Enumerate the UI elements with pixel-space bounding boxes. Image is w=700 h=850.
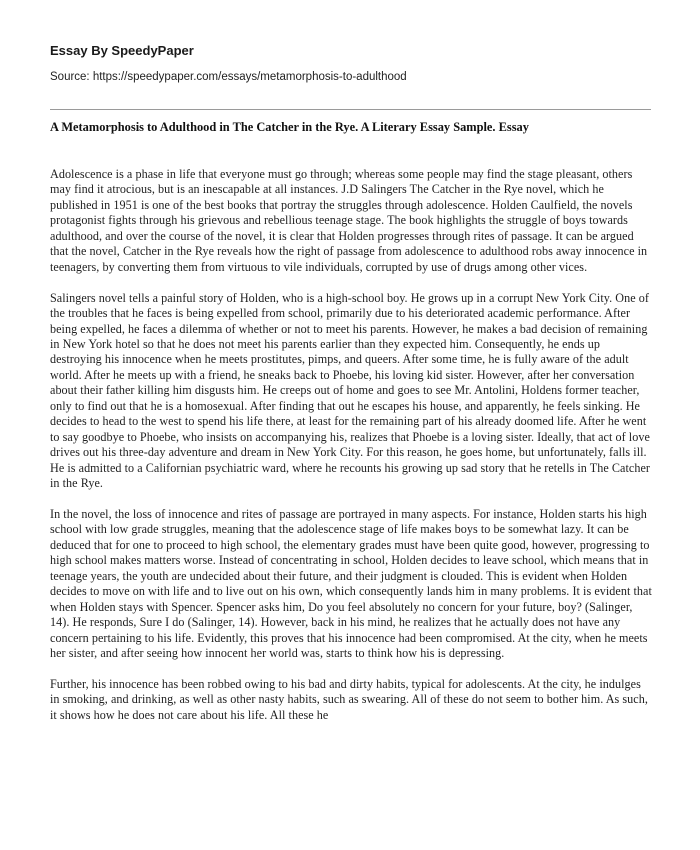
essay-paragraph: In the novel, the loss of innocence and rites of passage are portrayed in many aspects. For instance, Holden starts his high school with low grade struggles, meaning that the adolescence stage of life makes boys to be somewhat lazy. It can be deduced that for one to proceed to high school, the elementary grades must have been quite good, however, progressing to high school makes matters worse. Instead of concentrating in school, Holden decides to leave school, which means that in teenage years, the youth are undecided about their future, and their judgment is clouded. This is evident when Holden decides to move on with life and to live out on his own, which consequently lands him in many problems. It is evident that when Holden stays with Spencer. Spencer asks him, Do you feel absolutely no concern for your future, boy? (Salinger, 14). He responds, Sure I do (Salinger, 14). However, back in his mind, he realizes that he actually does not have any concern pertaining to his life. Evidently, this proves that his innocence had been compromised. At the city, when he meets her sister, and after seeing how innocent her world was, starts to think how his is depressing. bbox=[50, 506, 652, 661]
essay-title: A Metamorphosis to Adulthood in The Catcher in the Rye. A Literary Essay Sample. Essay bbox=[50, 120, 529, 134]
essay-paragraph: Salingers novel tells a painful story of Holden, who is a high-school boy. He grows up in a corrupt New York City. One of the troubles that he faces is being expelled from school, primarily due to his deteriorated academic performance. After being expelled, he faces a dilemma of whether or not to meet his parents. However, he makes a bad decision of remaining in New York hotel so that he does not meet his parents earlier than they expected him. Consequently, he ends up destroying his innocence when he meets prostitutes, pimps, and queers. After some time, he is fully aware of the adult world. After he meets up with a friend, he sneaks back to Phoebe, his loving kid sister. However, after her conversation about their father killing him disgusts him. He creeps out of home and goes to see Mr. Antolini, Holdens former teacher, only to find out that he is a homosexual. After finding that out he escapes his house, and apparently, he feels sinking. He decides to head to the west to spend his life there, at least for the remaining part of his already doomed life. After he went to say goodbye to Phoebe, who insists on accompanying his, realizes that Phoebe is a loving sister. Ideally, that act of love drives out his three-day adventure and dream in New York City. For this reason, he goes home, but unfortunately, falls ill. He is admitted to a Californian psychiatric ward, where he recounts his growing up sad story that he retells in The Catcher in the Rye. bbox=[50, 290, 650, 491]
essay-brand-heading: Essay By SpeedyPaper bbox=[50, 43, 194, 58]
essay-body bbox=[50, 167, 652, 739]
essay-paragraph: Further, his innocence has been robbed owing to his bad and dirty habits, typical for adolescents. At the city, he indulges in smoking, and drinking, as well as other nasty habits, such as swearing. All of these do not seem to bother him. As such, it shows how he does not care about his life. All these he bbox=[50, 676, 648, 722]
source-line: Source: https://speedypaper.com/essays/metamorphosis-to-adulthood bbox=[50, 71, 407, 83]
header-divider bbox=[50, 109, 651, 110]
essay-paragraph: Adolescence is a phase in life that everyone must go through; whereas some people may find the stage pleasant, others may find it atrocious, but is an inescapable at all instances. J.D Salingers The Catcher in the Rye novel, which he published in 1951 is one of the best books that portray the struggles through adolescence. Holden Caulfield, the novels protagonist fights through his grievous and rebellious teenage stage. The book highlights the struggle of boys towards adulthood, and over the course of the novel, it is clear that Holden progresses through rites of passage. It can be argued that the novel, Catcher in the Rye reveals how the right of passage from adolescence to adulthood robs away innocence in teenagers, by converting them from virtuous to vile individuals, corrupted by use of drugs among other vices. bbox=[50, 167, 648, 274]
